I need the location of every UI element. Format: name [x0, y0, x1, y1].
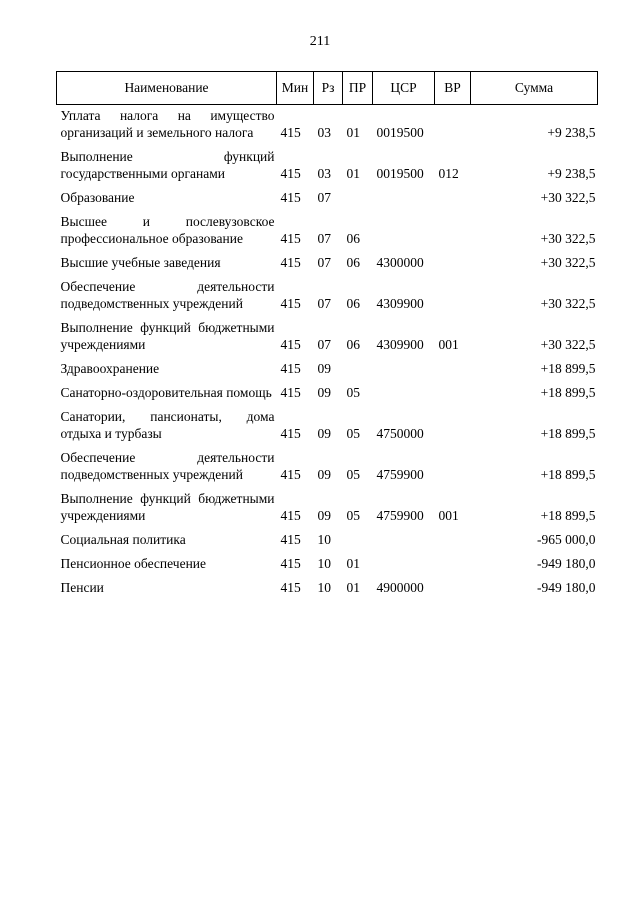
table-row [57, 148, 598, 189]
cell-vr: 001 [438, 337, 459, 352]
cell-name: Высшее и послевузовское профессиональное образование [60, 214, 275, 246]
cell-name: Обеспечение деятельности подведомственных учреждений [60, 279, 275, 311]
cell-min: 415 [280, 385, 301, 400]
cell-rz: 10 [317, 532, 331, 547]
cell-name: Социальная политика [60, 532, 186, 547]
cell-pr: 06 [346, 296, 360, 311]
cell-sum: +18 899,5 [540, 467, 596, 482]
cell-vr [435, 254, 471, 278]
cell-min: 415 [280, 580, 301, 595]
cell-csr: 4759900 [376, 508, 424, 523]
cell-pr [343, 531, 373, 555]
cell-csr [373, 555, 435, 579]
cell-rz: 03 [317, 166, 331, 181]
cell-min: 415 [280, 532, 301, 547]
cell-min: 415 [280, 556, 301, 571]
table-row [57, 384, 598, 408]
header-csr: ЦСР [373, 72, 435, 105]
cell-vr [435, 360, 471, 384]
cell-pr: 06 [346, 337, 360, 352]
cell-vr [435, 449, 471, 490]
cell-min: 415 [280, 255, 301, 270]
cell-min: 415 [280, 190, 301, 205]
cell-name: Обеспечение деятельности подведомственных учреждений [60, 450, 275, 482]
cell-rz: 10 [317, 556, 331, 571]
cell-csr: 4300000 [376, 255, 424, 270]
cell-rz: 07 [317, 190, 331, 205]
cell-vr [435, 189, 471, 213]
cell-csr: 4750000 [376, 426, 424, 441]
table-row [57, 490, 598, 531]
cell-vr [435, 278, 471, 319]
cell-min: 415 [280, 508, 301, 523]
cell-pr [343, 189, 373, 213]
cell-rz: 09 [317, 467, 331, 482]
budget-table [56, 71, 598, 603]
cell-min: 415 [280, 426, 301, 441]
table-row [57, 555, 598, 579]
cell-min: 415 [280, 337, 301, 352]
cell-sum: +9 238,5 [547, 166, 596, 181]
cell-min: 415 [280, 125, 301, 140]
cell-sum: -949 180,0 [537, 556, 596, 571]
table-header [57, 72, 598, 105]
cell-csr: 4309900 [376, 337, 424, 352]
cell-pr: 01 [346, 556, 360, 571]
cell-name: Выполнение функций государственными органами [60, 149, 275, 181]
cell-rz: 09 [317, 385, 331, 400]
cell-vr [435, 105, 471, 149]
table-row [57, 360, 598, 384]
cell-pr: 05 [346, 508, 360, 523]
cell-rz: 07 [317, 231, 331, 246]
cell-name: Высшие учебные заведения [60, 255, 221, 270]
cell-name: Пенсии [60, 580, 104, 595]
cell-sum: +18 899,5 [540, 426, 596, 441]
cell-sum: -965 000,0 [537, 532, 596, 547]
cell-vr [435, 531, 471, 555]
cell-csr: 4759900 [376, 467, 424, 482]
table-row [57, 449, 598, 490]
cell-csr [373, 213, 435, 254]
cell-csr: 4309900 [376, 296, 424, 311]
cell-rz: 09 [317, 361, 331, 376]
cell-sum: +30 322,5 [540, 231, 596, 246]
cell-rz: 07 [317, 337, 331, 352]
table-body [57, 105, 598, 604]
table-row [57, 254, 598, 278]
cell-sum: -949 180,0 [537, 580, 596, 595]
cell-csr [373, 384, 435, 408]
cell-rz: 09 [317, 426, 331, 441]
cell-sum: +30 322,5 [540, 190, 596, 205]
cell-csr [373, 360, 435, 384]
cell-pr: 05 [346, 385, 360, 400]
cell-sum: +30 322,5 [540, 255, 596, 270]
cell-pr: 01 [346, 125, 360, 140]
cell-min: 415 [280, 467, 301, 482]
table-row [57, 105, 598, 149]
header-min: Мин [277, 72, 314, 105]
table-row [57, 189, 598, 213]
cell-pr: 01 [346, 580, 360, 595]
cell-sum: +18 899,5 [540, 361, 596, 376]
cell-vr [435, 213, 471, 254]
cell-sum: +30 322,5 [540, 296, 596, 311]
cell-sum: +9 238,5 [547, 125, 596, 140]
cell-csr [373, 189, 435, 213]
cell-name: Выполнение функций бюджетными учреждениями [60, 491, 275, 523]
table-row [57, 278, 598, 319]
cell-name: Выполнение функций бюджетными учреждениями [60, 320, 275, 352]
cell-rz: 09 [317, 508, 331, 523]
cell-csr: 0019500 [376, 125, 424, 140]
cell-pr: 01 [346, 166, 360, 181]
header-vr: ВР [435, 72, 471, 105]
cell-rz: 10 [317, 580, 331, 595]
cell-name: Уплата налога на имущество организаций и земельного налога [60, 108, 275, 140]
cell-rz: 03 [317, 125, 331, 140]
cell-vr: 012 [438, 166, 459, 181]
table-row [57, 213, 598, 254]
cell-pr: 05 [346, 467, 360, 482]
cell-csr [373, 531, 435, 555]
header-rz: Рз [314, 72, 343, 105]
table-row [57, 531, 598, 555]
cell-name: Образование [60, 190, 135, 205]
cell-pr: 06 [346, 255, 360, 270]
cell-sum: +18 899,5 [540, 508, 596, 523]
cell-sum: +30 322,5 [540, 337, 596, 352]
cell-min: 415 [280, 166, 301, 181]
cell-min: 415 [280, 296, 301, 311]
cell-pr: 05 [346, 426, 360, 441]
cell-min: 415 [280, 231, 301, 246]
cell-pr: 06 [346, 231, 360, 246]
cell-vr [435, 579, 471, 603]
cell-name: Санаторно-оздоровительная помощь [60, 385, 272, 400]
cell-name: Санатории, пансионаты, дома отдыха и турбазы [60, 409, 275, 441]
cell-pr [343, 360, 373, 384]
cell-vr [435, 555, 471, 579]
table-row [57, 408, 598, 449]
cell-csr: 0019500 [376, 166, 424, 181]
table-row [57, 579, 598, 603]
cell-name: Здравоохранение [60, 361, 160, 376]
cell-vr [435, 384, 471, 408]
cell-rz: 07 [317, 255, 331, 270]
page-number: 211 [309, 34, 331, 49]
cell-vr [435, 408, 471, 449]
cell-rz: 07 [317, 296, 331, 311]
cell-min: 415 [280, 361, 301, 376]
header-name: Наименование [57, 72, 277, 105]
cell-name: Пенсионное обеспечение [60, 556, 207, 571]
cell-vr: 001 [438, 508, 459, 523]
header-sum: Сумма [471, 72, 598, 105]
cell-sum: +18 899,5 [540, 385, 596, 400]
header-pr: ПР [343, 72, 373, 105]
cell-csr: 4900000 [376, 580, 424, 595]
table-row [57, 319, 598, 360]
